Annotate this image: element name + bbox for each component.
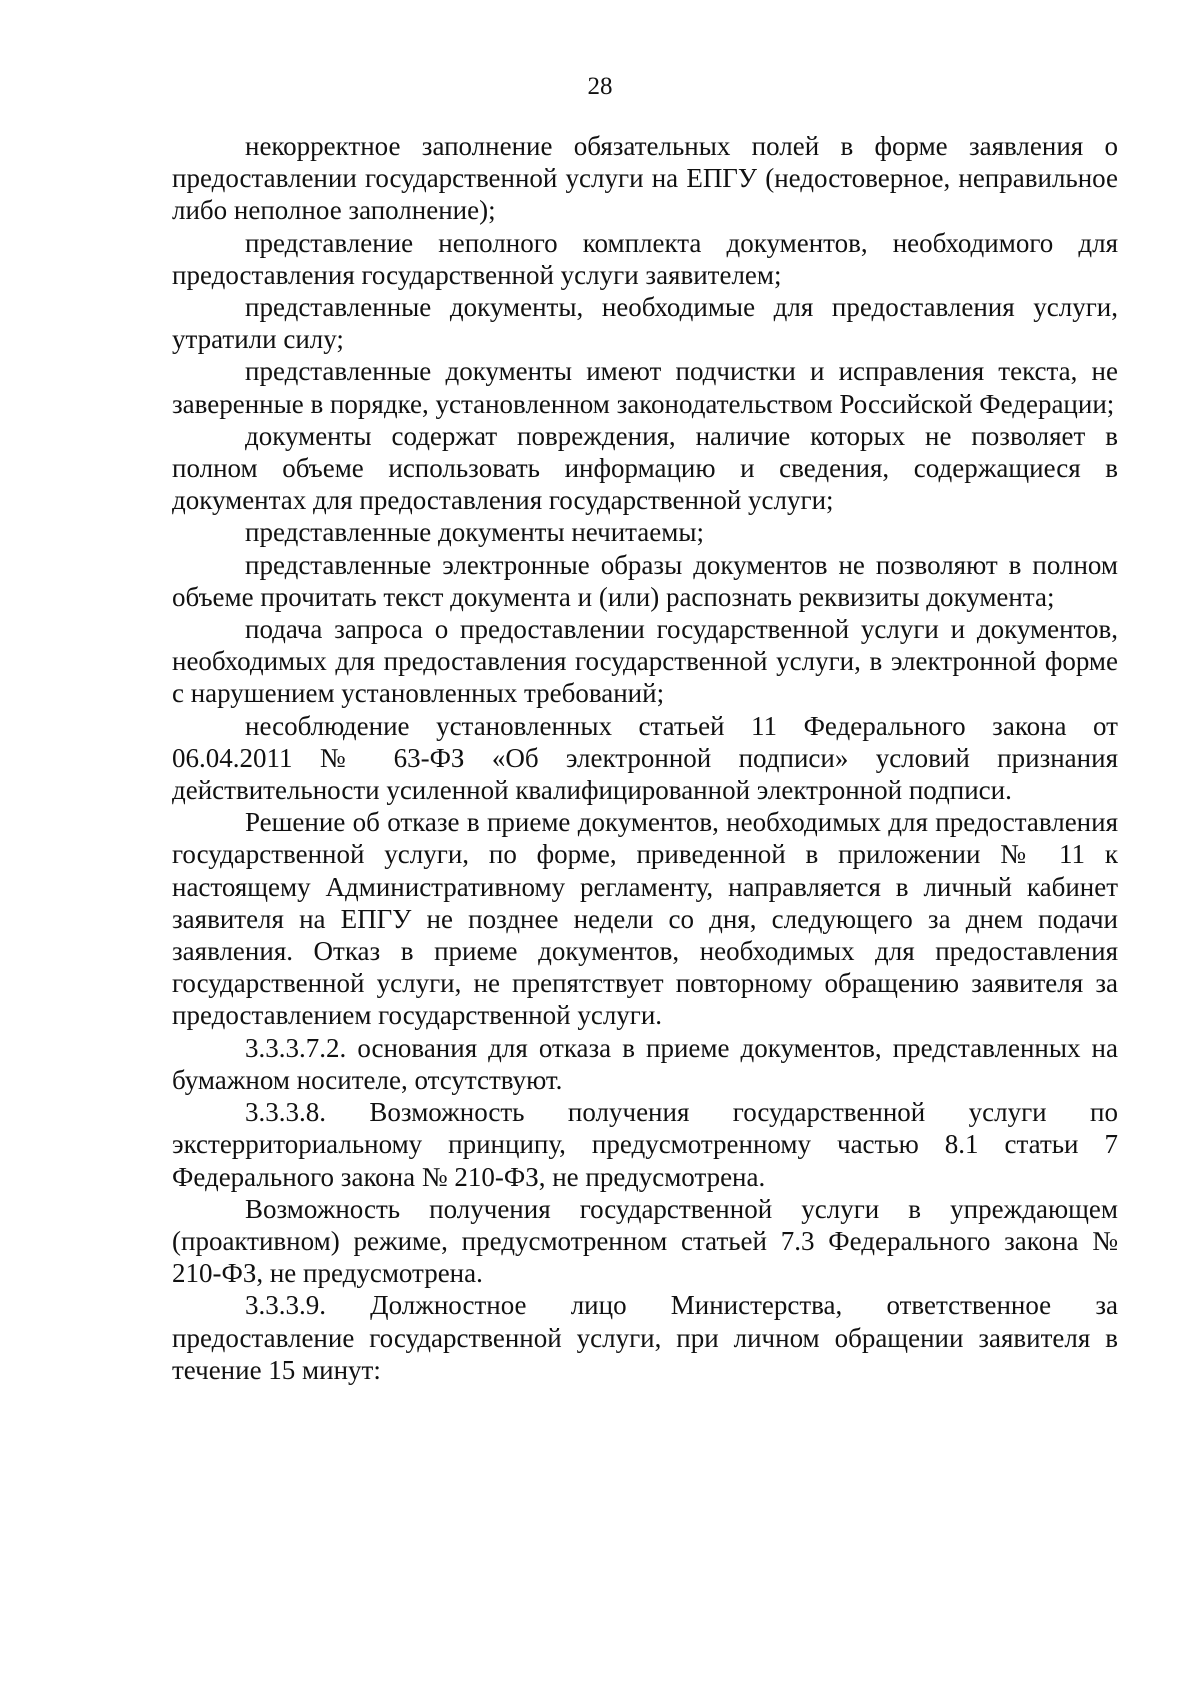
paragraph-corrected-documents: представленные документы имеют подчистки и исправления текста, не заверенные в порядке, установленном законодательством Российской Федерации; bbox=[172, 356, 1118, 419]
document-body bbox=[172, 130, 1118, 1386]
paragraph-invalid-form-fields: некорректное заполнение обязательных полей в форме заявления о предоставлении государственной услуги на ЕПГУ (недостоверное, неправильное либо неполное заполнение); bbox=[172, 131, 1118, 226]
paragraph-signature-noncompliance: несоблюдение установленных статьей 11 Федерального закона от 06.04.2011 № 63-ФЗ «Об электронной подписи» условий признания действительности усиленной квалифицированной электронной подписи. bbox=[172, 710, 1118, 806]
paragraph-3-3-3-7-2: 3.3.3.7.2. основания для отказа в приеме документов, представленных на бумажном носителе, отсутствуют. bbox=[172, 1032, 1118, 1095]
paragraph-request-violation: подача запроса о предоставлении государственной услуги и документов, необходимых для предоставления государственной услуги, в электронной форме с нарушением установленных требований; bbox=[172, 614, 1118, 709]
paragraph-proactive-mode: Возможность получения государственной услуги в упреждающем (проактивном) режиме, предусмотренном статьей 7.3 Федерального закона № 210-ФЗ, не предусмотрена. bbox=[172, 1193, 1118, 1289]
paragraph-expired-documents: представленные документы, необходимые для предоставления услуги, утратили силу; bbox=[172, 292, 1118, 355]
paragraph-3-3-3-8: 3.3.3.8. Возможность получения государственной услуги по экстерриториальному принципу, предусмотренному частью 8.1 статьи 7 Федерального закона № 210-ФЗ, не предусмотрена. bbox=[172, 1097, 1118, 1192]
paragraph-damaged-documents: документы содержат повреждения, наличие которых не позволяет в полном объеме использовать информацию и сведения, содержащиеся в документах для предоставления государственной услуги; bbox=[172, 420, 1118, 516]
paragraph-3-3-3-9: 3.3.3.9. Должностное лицо Министерства, ответственное за предоставление государственной услуги, при личном обращении заявителя в течение 15 минут: bbox=[172, 1290, 1118, 1385]
paragraph-refusal-decision: Решение об отказе в приеме документов, необходимых для предоставления государственной услуги, по форме, приведенной в приложении № 11 к настоящему Административному регламенту, направляется в личный кабинет заявителя на ЕПГУ не позднее недели со дня, следующего за днем подачи заявления. Отказ в приеме документов, необходимых для предоставления государственной услуги, не препятствует повторному обращению заявителя за предоставлением государственной услуги. bbox=[172, 807, 1118, 1031]
paragraph-incomplete-documents: представление неполного комплекта документов, необходимого для предоставления государственной услуги заявителем; bbox=[172, 227, 1118, 290]
paragraph-unreadable-electronic-images: представленные электронные образы документов не позволяют в полном объеме прочитать текст документа и (или) распознать реквизиты документа; bbox=[172, 549, 1118, 612]
paragraph-unreadable-documents: представленные документы нечитаемы; bbox=[245, 517, 704, 548]
page-number: 28 bbox=[587, 73, 613, 100]
